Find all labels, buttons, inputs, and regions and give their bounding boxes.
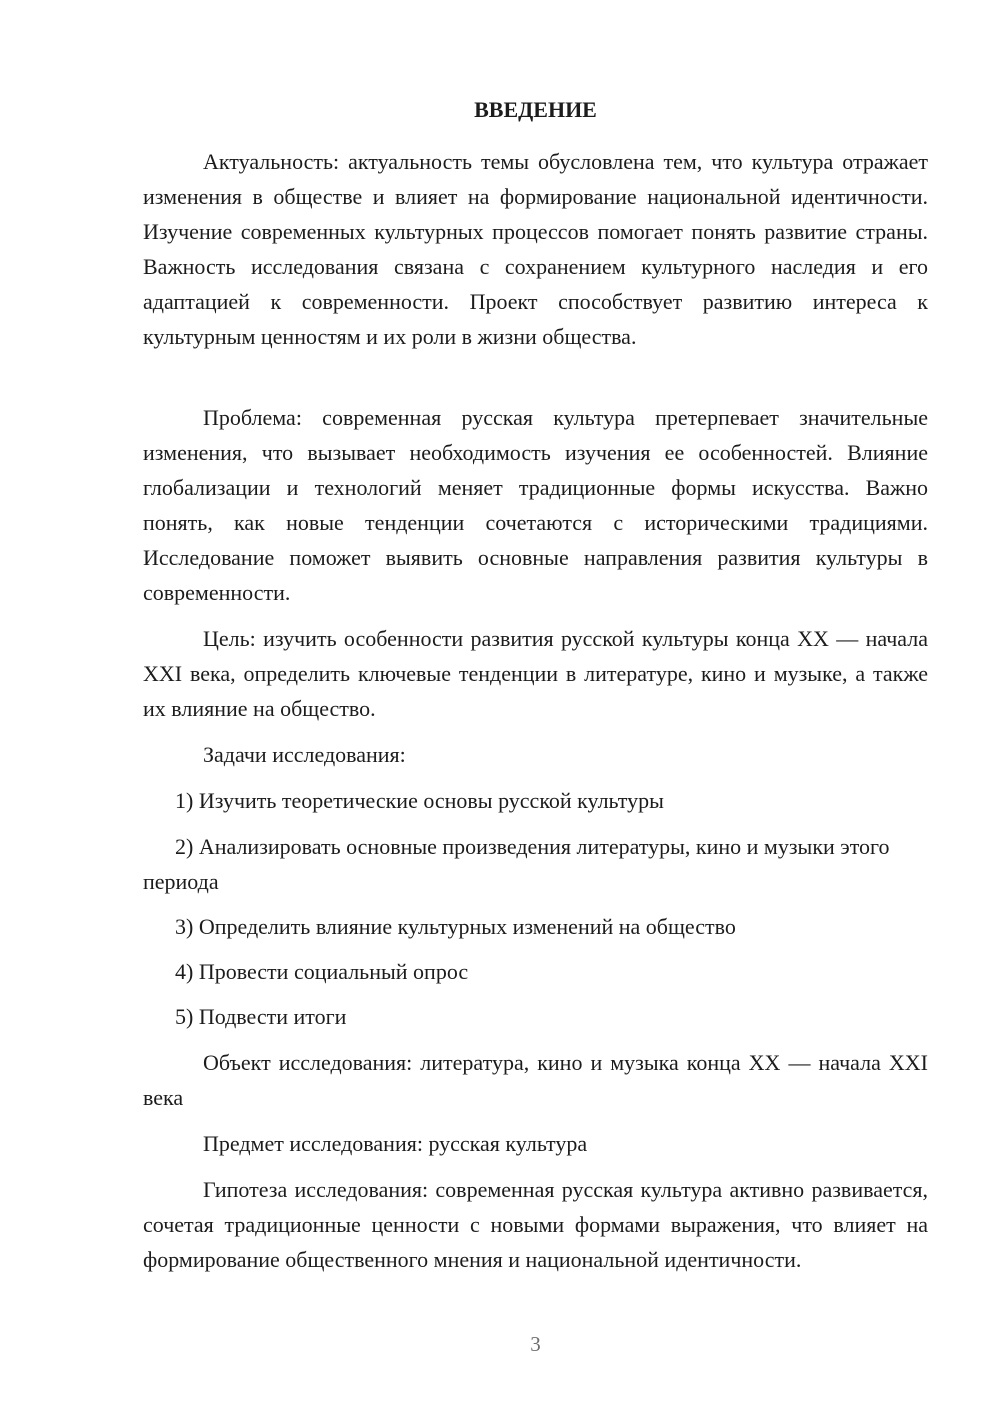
subject-paragraph: Предмет исследования: русская культура — [203, 1131, 588, 1156]
tasks-title: Задачи исследования: — [203, 742, 406, 767]
task-item-4: 4) Провести социальный опрос — [175, 959, 469, 984]
hypothesis-paragraph: Гипотеза исследования: современная русская культура активно развивается, сочетая традиционные ценности с новыми формами выражения, что влияет на формирование общественного мнения и национальной идентичности. — [143, 1177, 928, 1272]
relevance-paragraph: Актуальность: актуальность темы обусловлена тем, что культура отражает изменения в обществе и влияет на формирование национальной идентичности. Изучение современных культурных процессов помогает понять развитие страны. Важность исследования связана с сохранением культурного наследия и его адаптацией к современности. Проект способствует развитию интереса к культурным ценностям и их роли в жизни общества. — [143, 149, 928, 349]
object-paragraph: Объект исследования: литература, кино и музыка конца XX — начала XXI века — [143, 1050, 928, 1110]
page-number: 3 — [530, 1332, 541, 1356]
task-item-2: 2) Анализировать основные произведения литературы, кино и музыки этого периода — [143, 834, 890, 894]
section-heading: ВВЕДЕНИЕ — [474, 97, 597, 122]
problem-paragraph: Проблема: современная русская культура претерпевает значительные изменения, что вызывает необходимость изучения ее особенностей. Влияние глобализации и технологий меняет традиционные формы искусства. Важно понять, как новые тенденции сочетаются с историческими традициями. Исследование поможет выявить основные направления развития культуры в современности. — [143, 405, 928, 605]
task-item-1: 1) Изучить теоретические основы русской культуры — [175, 788, 664, 813]
task-item-3: 3) Определить влияние культурных изменений на общество — [175, 914, 736, 939]
goal-paragraph: Цель: изучить особенности развития русской культуры конца XX — начала XXI века, определить ключевые тенденции в литературе, кино и музыке, а также их влияние на общество. — [143, 626, 928, 721]
task-item-5: 5) Подвести итоги — [175, 1004, 347, 1029]
